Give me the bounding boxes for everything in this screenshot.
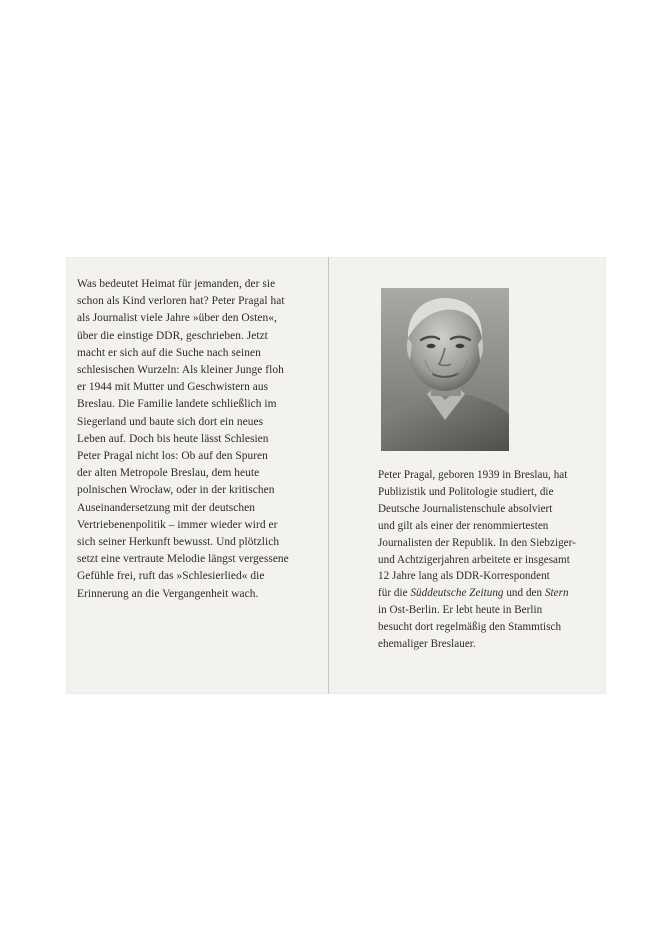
blurb-line: Peter Pragal nicht los: Ob auf den Spuren — [77, 450, 268, 463]
blurb-line: Breslau. Die Familie landete schließlich im — [77, 398, 277, 411]
bio-line: besucht dort regelmäßig den Stammtisch — [378, 621, 562, 634]
blurb-line: setzt eine vertraute Melodie längst vergessene — [77, 553, 289, 566]
blurb-line: Leben auf. Doch bis heute lässt Schlesien — [77, 432, 269, 445]
blurb-line: polnischen Wrocław, oder in der kritischen — [77, 484, 275, 497]
blurb-line: als Journalist viele Jahre »über den Osten«, — [77, 312, 277, 325]
newspaper-title: Süddeutsche Zeitung — [410, 587, 504, 600]
bio-line: Peter Pragal, geboren 1939 in Breslau, hat — [378, 469, 568, 481]
blurb-line: Auseinandersetzung mit der deutschen — [77, 501, 255, 514]
blurb-line: macht er sich auf die Suche nach seinen — [77, 346, 261, 359]
author-photo — [381, 288, 509, 451]
bio-line: 12 Jahre lang als DDR-Korrespondent — [378, 570, 550, 583]
author-bio — [378, 467, 603, 653]
bio-line: Deutsche Journalistenschule absolviert — [378, 502, 553, 515]
book-spread — [66, 257, 606, 694]
blurb-line: Siegerland und baute sich dort ein neues — [77, 415, 264, 428]
page-fold-divider — [328, 257, 329, 694]
bio-line-publications — [378, 585, 603, 602]
blurb-line: Gefühle frei, ruft das »Schlesierlied« die — [77, 570, 265, 583]
blurb-text — [77, 276, 314, 603]
bio-text: für die — [378, 587, 411, 600]
blurb-line: er 1944 mit Mutter und Geschwistern aus — [77, 381, 269, 394]
bio-line: Publizistik und Politologie studiert, die — [378, 485, 554, 498]
bio-line: und Achtzigerjahren arbeitete er insgesamt — [378, 553, 570, 566]
blurb-line: Erinnerung an die Vergangenheit wach. — [77, 587, 259, 600]
bio-line: Journalisten der Republik. In den Siebziger- — [378, 536, 576, 549]
blurb-line: sich seiner Herkunft bewusst. Und plötzlich — [77, 536, 280, 549]
blurb-line: über die einstige DDR, geschrieben. Jetzt — [77, 329, 268, 342]
blurb-line: der alten Metropole Breslau, dem heute — [77, 467, 260, 480]
bio-line: und gilt als einer der renommiertesten — [378, 519, 549, 532]
blurb-line: schon als Kind verloren hat? Peter Pragal hat — [77, 295, 285, 308]
bio-line: in Ost-Berlin. Er lebt heute in Berlin — [378, 604, 543, 617]
magazine-title: Stern — [544, 587, 569, 600]
bio-text: und den — [503, 587, 545, 600]
blurb-line: Vertriebenenpolitik – immer wieder wird er — [77, 518, 278, 531]
blurb-line: schlesischen Wurzeln: Als kleiner Junge floh — [77, 364, 284, 377]
blurb-line: Was bedeutet Heimat für jemanden, der sie — [77, 278, 276, 290]
bio-line: ehemaliger Breslauer. — [378, 638, 476, 651]
